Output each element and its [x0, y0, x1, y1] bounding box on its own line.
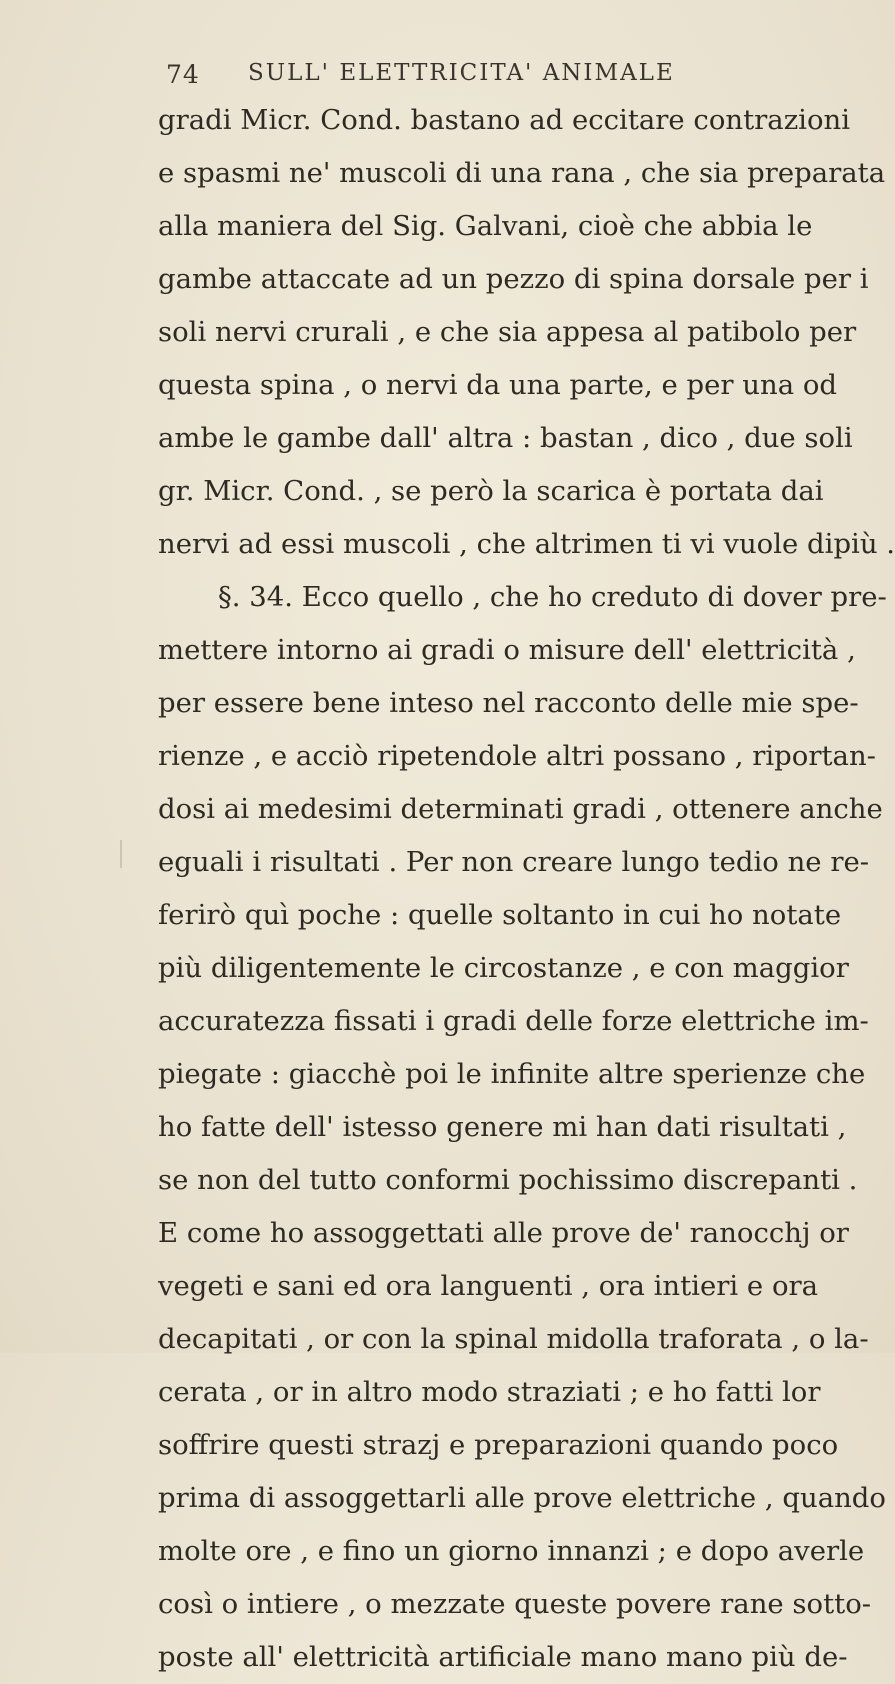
text-line: per essere bene inteso nel racconto delle mie spe- — [158, 687, 859, 719]
text-line: alla maniera del Sig. Galvani, cioè che abbia le — [158, 210, 813, 242]
text-line: dosi ai medesimi determinati gradi , ottenere anche — [158, 793, 883, 825]
text-line: decapitati , or con la spinal midolla traforata , o la- — [158, 1323, 869, 1355]
text-line: rienze , e acciò ripetendole altri possano , riportan- — [158, 740, 876, 772]
text-line: così o intiere , o mezzate queste povere rane sotto- — [158, 1588, 872, 1620]
text-line: gambe attaccate ad un pezzo di spina dorsale per i — [158, 263, 869, 295]
text-line: soffrire questi strazj e preparazioni quando poco — [158, 1429, 839, 1461]
text-line: ferirò quì poche : quelle soltanto in cui ho notate — [158, 899, 842, 931]
paragraph-start-line: §. 34. Ecco quello , che ho creduto di dover pre- — [218, 581, 887, 613]
text-line: molte ore , e fino un giorno innanzi ; e dopo averle — [158, 1535, 865, 1567]
text-line: poste all' elettricità artificiale mano mano più de- — [158, 1641, 848, 1673]
text-line: questa spina , o nervi da una parte, e per una od — [158, 369, 837, 401]
text-line: soli nervi crurali , e che sia appesa al patibolo per — [158, 316, 857, 348]
text-line: più diligentemente le circostanze , e con maggior — [158, 952, 849, 984]
text-line: prima di assoggettarli alle prove elettriche , quando — [158, 1482, 886, 1514]
text-line: ambe le gambe dall' altra : bastan , dico , due soli — [158, 422, 853, 454]
running-title: SULL' ELETTRICITA' ANIMALE — [248, 60, 675, 86]
text-line: vegeti e sani ed ora languenti , ora intieri e ora — [158, 1270, 819, 1302]
text-line: E come ho assoggettati alle prove de' ranocchj or — [158, 1217, 849, 1249]
text-line: cerata , or in altro modo straziati ; e ho fatti lor — [158, 1376, 821, 1408]
margin-mark — [120, 840, 122, 868]
text-line: eguali i risultati . Per non creare lungo tedio ne re- — [158, 846, 870, 878]
running-head — [160, 60, 720, 94]
text-line: nervi ad essi muscoli , che altrimen ti vi vuole dipiù . — [158, 528, 895, 560]
text-line: mettere intorno ai gradi o misure dell' elettricità , — [158, 634, 856, 666]
text-line: gradi Micr. Cond. bastano ad eccitare contrazioni — [158, 104, 851, 136]
text-line: e spasmi ne' muscoli di una rana , che sia preparata — [158, 157, 886, 189]
body-text — [158, 94, 895, 1684]
text-line: ho fatte dell' istesso genere mi han dati risultati , — [158, 1111, 847, 1143]
text-line: piegate : giacchè poi le infinite altre sperienze che — [158, 1058, 866, 1090]
text-line: accuratezza fissati i gradi delle forze elettriche im- — [158, 1005, 869, 1037]
page-number: 74 — [166, 60, 200, 89]
text-line: se non del tutto conformi pochissimo discrepanti . — [158, 1164, 858, 1196]
text-line: gr. Micr. Cond. , se però la scarica è portata dai — [158, 475, 824, 507]
